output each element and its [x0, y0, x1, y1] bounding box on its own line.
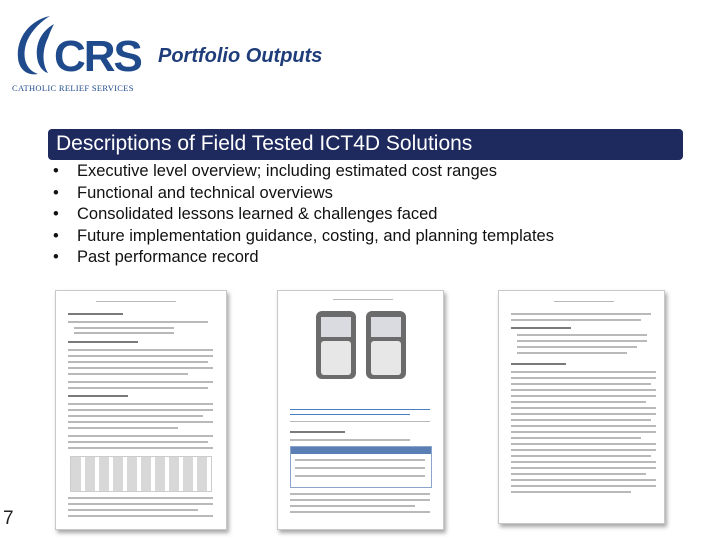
bullet-icon: • — [53, 183, 59, 202]
logo-subtitle: CATHOLIC RELIEF SERVICES — [12, 83, 134, 93]
slide-number: 7 — [3, 508, 14, 529]
bullet-icon: • — [53, 226, 59, 245]
table-figure — [290, 446, 432, 488]
bullet-text: Past performance record — [77, 248, 259, 266]
list-item — [53, 183, 554, 205]
page-title: Portfolio Outputs — [158, 45, 323, 67]
bullet-list — [53, 161, 554, 269]
crs-letters: CRS — [54, 32, 141, 81]
list-item — [53, 204, 554, 226]
section-heading: Descriptions of Field Tested ICT4D Solutions — [56, 132, 473, 155]
bullet-icon: • — [53, 205, 59, 223]
bullet-icon: • — [53, 248, 59, 266]
bullet-text: Consolidated lessons learned & challenges faced — [77, 205, 438, 223]
document-thumbnail-3 — [498, 290, 665, 524]
crs-logo — [10, 10, 141, 96]
bullet-icon: • — [53, 162, 59, 180]
bullet-text: Future implementation guidance, costing, and planning templates — [77, 226, 554, 245]
list-item — [53, 226, 554, 248]
crs-swirl-icon — [10, 10, 60, 82]
list-item — [53, 161, 554, 183]
mobile-phones-figure — [308, 309, 418, 381]
bullet-text: Functional and technical overviews — [77, 183, 333, 202]
icon-grid-figure — [70, 456, 212, 492]
document-thumbnail-2 — [277, 290, 444, 530]
section-banner — [48, 129, 683, 160]
list-item — [53, 247, 554, 269]
bullet-text: Executive level overview; including estimated cost ranges — [77, 162, 498, 180]
document-thumbnail-1 — [55, 290, 227, 530]
